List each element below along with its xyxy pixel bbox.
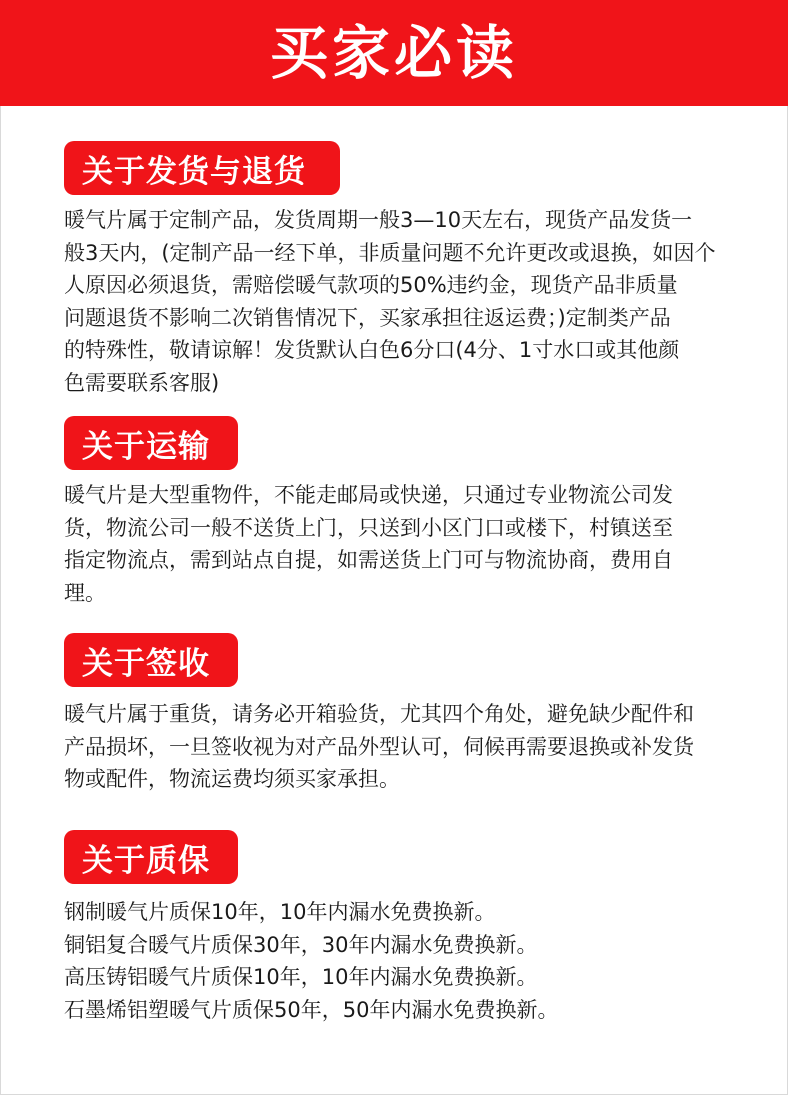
text-line: 暖气片是大型重物件，不能走邮局或快递，只通过专业物流公司发 bbox=[64, 483, 673, 507]
text-line: 铜铝复合暖气片质保30年，30年内漏水免费换新。 bbox=[64, 932, 538, 957]
section-body-sign-for bbox=[64, 698, 732, 796]
text-line: 问题退货不影响二次销售情况下，买家承担往返运费；)定制类产品 bbox=[64, 305, 671, 330]
header-banner bbox=[0, 0, 788, 106]
text-line: 理。 bbox=[64, 580, 106, 605]
text-line: 高压铸铝暖气片质保10年，10年内漏水免费换新。 bbox=[64, 965, 538, 989]
text-line: 暖气片属于重货，请务必开箱验货，尤其四个角处，避免缺少配件和 bbox=[64, 702, 694, 726]
section-body-warranty bbox=[64, 896, 732, 1026]
page-title: 买家必读 bbox=[269, 19, 518, 87]
text-line: 暖气片属于定制产品，发货周期一般3—10天左右，现货产品发货一 bbox=[64, 208, 693, 232]
text-line: 石墨烯铝塑暖气片质保50年，50年内漏水免费换新。 bbox=[64, 997, 559, 1022]
text-line: 产品损坏，一旦签收视为对产品外型认可，伺候再需要退换或补发货 bbox=[64, 734, 694, 759]
text-line: 般3天内，(定制产品一经下单，非质量问题不允许更改或退换，如因个 bbox=[64, 240, 716, 265]
section-heading-warranty: 关于质保 bbox=[64, 830, 238, 884]
text-line: 货，物流公司一般不送货上门，只送到小区门口或楼下，村镇送至 bbox=[64, 515, 673, 540]
text-line: 物或配件，物流运费均须买家承担。 bbox=[64, 767, 400, 791]
text-line: 的特殊性，敬请谅解！发货默认白色6分口(4分、1寸水口或其他颜 bbox=[64, 338, 680, 362]
text-line: 人原因必须退货，需赔偿暖气款项的50%违约金，现货产品非质量 bbox=[64, 273, 678, 297]
text-line: 色需要联系客服) bbox=[64, 370, 220, 395]
section-heading-shipping-returns: 关于发货与退货 bbox=[64, 141, 340, 195]
section-body-shipping-returns bbox=[64, 204, 732, 399]
section-heading-transport: 关于运输 bbox=[64, 416, 238, 470]
text-line: 指定物流点，需到站点自提，如需送货上门可与物流协商，费用自 bbox=[64, 548, 673, 572]
section-heading-sign-for: 关于签收 bbox=[64, 633, 238, 687]
section-body-transport bbox=[64, 479, 732, 609]
text-line: 钢制暖气片质保10年，10年内漏水免费换新。 bbox=[64, 900, 496, 924]
